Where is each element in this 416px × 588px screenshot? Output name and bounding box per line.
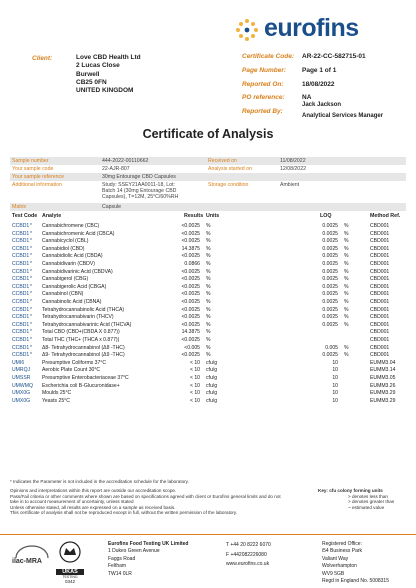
certificate-code-label: Certificate Code:	[242, 53, 295, 60]
row-result: < 10	[189, 390, 200, 397]
note-line: Opinions and interpretations within this report are outside our accreditation scope.	[10, 488, 177, 493]
row-result: <0.005	[184, 344, 200, 351]
ilac-mra-icon	[12, 544, 52, 570]
page-number: Page 1 of 1	[302, 66, 337, 74]
table-row	[10, 252, 406, 260]
col-results: Results	[184, 213, 204, 219]
flag-note: * Indicates the Parameter is not included in the accreditation schedule for the laboratory.	[10, 479, 189, 484]
row-test-code: CCBD1	[12, 253, 30, 260]
row-result: <0.0025	[181, 314, 200, 321]
row-loq: 10	[332, 382, 338, 389]
row-result: < 10	[189, 382, 200, 389]
row-result: 14.3875	[181, 329, 200, 336]
row-unit: %	[206, 276, 211, 283]
footer-company-block	[108, 541, 188, 578]
row-test-code: CCBD1	[12, 337, 30, 343]
col-loq: LOQ	[320, 213, 332, 219]
client-line: 2 Lucas Close	[76, 62, 120, 70]
table-row	[10, 351, 406, 359]
po-reference: NA	[302, 94, 312, 102]
row-method: EUMM3.29	[370, 390, 396, 397]
note-line: Unless otherwise stated, all results are expressed on a sample as received basis.	[10, 504, 176, 510]
table-row	[10, 328, 406, 336]
received-value: 11/08/2022	[280, 158, 306, 164]
table-row	[10, 313, 406, 321]
client-line: Love CBD Health Ltd	[76, 54, 141, 61]
row-unit: %	[206, 337, 211, 343]
row-analyte: Δ8- Tetrahydrocannabinol (Δ8 -THC)	[42, 344, 125, 351]
key-title: Key: cfu colony forming units	[318, 488, 383, 493]
row-loq: 0.0025	[322, 321, 338, 328]
report-meta-values	[302, 50, 366, 105]
row-flag: *	[30, 306, 32, 313]
table-row	[10, 275, 406, 283]
row-flag: *	[30, 230, 32, 237]
row-method: CBD001	[370, 291, 390, 298]
row-loq-unit: %	[344, 314, 349, 321]
logo-text: eurofins	[264, 14, 359, 42]
table-row	[10, 344, 406, 352]
row-unit: %	[206, 268, 211, 275]
row-loq-unit: %	[344, 306, 349, 313]
row-loq-unit: %	[344, 352, 349, 359]
footer-company: Eurofins Food Testing UK Limited	[108, 541, 189, 547]
row-loq: 0.0025	[322, 268, 338, 275]
key-line: > denotes greater than	[348, 499, 395, 505]
table-row	[10, 230, 406, 238]
col-analyte: Analyte	[42, 213, 62, 219]
row-test-code: CCBD1	[12, 276, 30, 283]
reported-on-label: Reported On:	[242, 80, 284, 88]
row-analyte: Presumptive Coliforms 37°C	[42, 359, 107, 366]
ilac-mra-logo	[12, 544, 52, 570]
row-flag: *	[30, 321, 32, 328]
row-unit: %	[206, 306, 211, 313]
table-row	[10, 336, 406, 344]
footer-phone: T +44 20 8222 6070	[226, 542, 271, 548]
reported-by	[302, 100, 383, 122]
row-analyte: Moulds 25°C	[42, 390, 72, 397]
row-method: CBD001	[370, 337, 390, 343]
footer-reg-line: Valiant Way	[322, 555, 349, 562]
table-row	[10, 245, 406, 253]
row-unit: %	[206, 314, 211, 321]
row-test-code: CCBD1	[12, 321, 30, 328]
row-method: CBD001	[370, 344, 390, 351]
row-test-code: CCBD1	[12, 223, 30, 229]
report-meta-labels	[242, 50, 294, 119]
sample-number-label: Sample number	[12, 158, 49, 164]
row-test-code: CCBD1	[12, 314, 30, 321]
col-method: Method Ref.	[370, 213, 401, 219]
row-loq: 0.0025	[322, 291, 338, 298]
row-result: <0.0025	[181, 299, 200, 305]
row-loq-unit: %	[344, 223, 349, 229]
row-method: EUMM3.05	[370, 375, 396, 381]
note-line: This certificate of analysis shall not be reproduced except in full, without the written permission of the laboratory.	[10, 510, 238, 516]
row-analyte: Tetrahydrocannabivarinic Acid (THCVA)	[42, 321, 132, 328]
row-analyte: Tetrahydrocannabivarin (THCV)	[42, 314, 114, 321]
table-row	[10, 222, 406, 230]
key-block	[318, 488, 394, 510]
row-loq: 0.0025	[322, 238, 338, 245]
sample-number: 444-2022-00110662	[102, 158, 149, 164]
storage-label: Storage condition	[208, 182, 249, 188]
table-row	[10, 260, 406, 268]
row-unit: %	[206, 299, 211, 305]
row-result: <0.0025	[181, 268, 200, 275]
row-analyte: Cannabinol (CBN)	[42, 291, 84, 298]
row-result: 0.0866	[184, 261, 200, 267]
row-loq: 0.0025	[322, 276, 338, 283]
row-result: <0.0025	[181, 283, 200, 290]
row-method: CBD001	[370, 223, 390, 229]
row-analyte: Cannabidiolic Acid (CBDA)	[42, 253, 103, 260]
ukas-text: UKAS	[56, 569, 84, 575]
footer-divider	[0, 534, 416, 535]
row-analyte: Total THC (THC+ (THCA x 0.877))	[42, 337, 120, 343]
row-result: < 10	[189, 367, 200, 374]
row-loq-unit: %	[344, 321, 349, 328]
footer-reg-line: i54 Business Park	[322, 548, 363, 555]
storage-value: Ambient	[280, 182, 300, 188]
row-method: EUMM3.14	[370, 367, 396, 374]
row-flag: *	[30, 314, 32, 321]
row-method: CBD001	[370, 230, 390, 237]
row-unit: %	[206, 352, 211, 359]
matrix-label: Matrix	[12, 204, 27, 210]
row-unit: %	[206, 261, 211, 267]
row-analyte: Cannabinolic Acid (CBNA)	[42, 299, 102, 305]
ukas-crown-icon	[56, 540, 84, 564]
row-loq: 0.0025	[322, 306, 338, 313]
row-test-code: CCBD1	[12, 245, 30, 252]
footer-address-line: TW14 0LR	[108, 570, 132, 577]
sample-code: 22-AJR-807	[102, 166, 130, 172]
ukas-sub: TESTING	[62, 575, 78, 579]
row-method: CBD001	[370, 268, 390, 275]
row-unit: cfu/g	[206, 390, 218, 397]
ukas-number: 0342	[64, 579, 75, 584]
row-method: CBD001	[370, 352, 390, 359]
po-reference-label: PO reference:	[242, 94, 285, 102]
table-row	[10, 321, 406, 329]
row-flag: *	[30, 352, 32, 359]
row-flag: *	[30, 291, 32, 298]
row-loq: 0.0025	[322, 299, 338, 305]
row-loq-unit: %	[344, 299, 349, 305]
row-method: CBD001	[370, 261, 390, 267]
row-analyte: Escherichia coli B-Glucuronidase+	[42, 382, 120, 389]
row-loq: 10	[332, 390, 338, 397]
row-unit: %	[206, 253, 211, 260]
footer-contact-block	[226, 541, 271, 570]
eurofins-logo	[234, 14, 404, 44]
table-row	[10, 290, 406, 298]
row-result: < 10	[189, 397, 200, 404]
sample-row	[10, 165, 406, 173]
note-line: Pass/Fail criteria or other comments where shown are based on specifications agreed with client or Eurofins general limits and do not	[10, 493, 281, 499]
row-method: CBD001	[370, 253, 390, 260]
row-method: CBD001	[370, 314, 390, 321]
row-result: <0.0025	[181, 230, 200, 237]
table-row	[10, 306, 406, 314]
row-loq: 0.0025	[322, 283, 338, 290]
row-analyte: Cannabidivarinic Acid (CBDVA)	[42, 268, 113, 275]
row-test-code: UMSSR	[12, 375, 31, 381]
row-test-code: CCBD1	[12, 299, 30, 305]
analysis-started: 12/08/2022	[280, 166, 306, 172]
row-method: CBD001	[370, 283, 390, 290]
reported-by-role: Analytical Services Manager	[302, 113, 384, 119]
client-line: UNITED KINGDOM	[76, 87, 134, 95]
row-flag: *	[30, 261, 32, 267]
row-method: CBD001	[370, 306, 390, 313]
sample-code-label: Your sample code	[12, 166, 54, 172]
row-method: CBD001	[370, 329, 390, 336]
table-row	[10, 382, 406, 390]
row-analyte: Cannabidiol (CBD)	[42, 245, 85, 252]
row-flag: *	[30, 337, 32, 343]
row-test-code: CCBD1	[12, 230, 30, 237]
row-unit: %	[206, 223, 211, 229]
row-result: <0.0025	[181, 337, 200, 343]
additional-info-3: Capsules), T=12M, 25°C/60%RH	[102, 194, 179, 200]
row-analyte: Tetrahydrocannabinolic Acid (THCA)	[42, 306, 125, 313]
row-loq: 0.0025	[322, 230, 338, 237]
row-result: <0.0025	[181, 276, 200, 283]
row-method: CBD001	[370, 321, 390, 328]
additional-info-2: Batch 14 (30mg Entourage CBD	[102, 188, 177, 194]
received-label: Received on	[208, 158, 237, 164]
row-result: <0.0025	[181, 352, 200, 359]
row-test-code: CCBD1	[12, 261, 30, 267]
row-test-code: CCBD1	[12, 306, 30, 313]
row-result: 14.3875	[181, 245, 200, 252]
reported-by-name: Jack Jackson	[302, 102, 342, 108]
row-unit: %	[206, 245, 211, 252]
footer-registered-block	[322, 541, 389, 585]
row-analyte: Cannabicyclol (CBL)	[42, 238, 89, 245]
row-analyte: Δ9- Tetrahydrocannabinol (Δ9 -THC)	[42, 352, 125, 359]
row-test-code: CCBD1	[12, 238, 30, 245]
row-flag: *	[30, 223, 32, 229]
row-unit: cfu/g	[206, 367, 218, 374]
row-analyte: Aerobic Plate Count 30°C	[42, 367, 101, 374]
row-flag: *	[30, 245, 32, 252]
row-flag: *	[30, 344, 32, 351]
table-row	[10, 366, 406, 374]
row-loq-unit: %	[344, 245, 349, 252]
ilac-text: ilac-MRA	[12, 558, 42, 565]
row-loq-unit: %	[344, 291, 349, 298]
row-method: EUMM3.29	[370, 397, 396, 404]
client-label: Client:	[32, 55, 53, 62]
row-unit: cfu/g	[206, 382, 218, 389]
sample-row	[10, 203, 406, 211]
row-unit: cfu/g	[206, 397, 218, 404]
col-test-code: Test Code	[12, 213, 38, 219]
analysis-started-label: Analysis started on	[208, 166, 252, 172]
row-test-code: CCBD1	[12, 329, 30, 336]
row-unit: %	[206, 329, 211, 336]
row-loq: 10	[332, 359, 338, 366]
row-test-code: CCBD1	[12, 352, 30, 359]
row-unit: %	[206, 283, 211, 290]
row-flag: *	[30, 238, 32, 245]
row-loq: 0.0025	[322, 314, 338, 321]
row-loq-unit: %	[344, 238, 349, 245]
footer-address-line: Faggs Road	[108, 555, 136, 562]
row-flag: *	[30, 329, 32, 336]
row-loq-unit: %	[344, 344, 349, 351]
row-flag: *	[30, 299, 32, 305]
row-loq-unit: %	[344, 268, 349, 275]
row-test-code: CCBD1	[12, 291, 30, 298]
page-number-label: Page Number:	[242, 66, 287, 74]
row-result: <0.0025	[181, 238, 200, 245]
reported-on: 18/08/2022	[302, 80, 335, 88]
certificate-code: AR-22-CC-582715-01	[302, 53, 366, 60]
table-row	[10, 359, 406, 367]
row-test-code: CCBD1	[12, 344, 30, 351]
row-analyte: Cannabidivarin (CBDV)	[42, 261, 95, 267]
additional-info-1: Study: SSEY21AA0011-18, Lot:	[102, 182, 175, 188]
matrix-value: Capsule	[102, 204, 122, 210]
row-loq: 0.005	[325, 344, 338, 351]
row-loq-unit: %	[344, 276, 349, 283]
row-loq: 10	[332, 375, 338, 381]
footer-address-line: 1 Dukes Green Avenue	[108, 548, 160, 555]
table-row	[10, 298, 406, 306]
page-title: Certificate of Analysis	[142, 127, 274, 141]
row-analyte: Cannabigerolic Acid (CBGA)	[42, 283, 107, 290]
row-loq: 10	[332, 367, 338, 374]
row-loq-unit: %	[344, 261, 349, 267]
table-row	[10, 397, 406, 405]
table-row	[10, 283, 406, 291]
sample-reference: 30mg Entourage CBD Capsules	[102, 174, 176, 180]
row-analyte: Cannabichromenic Acid (CBCA)	[42, 230, 115, 237]
note-line: take in to account measurement of uncertainty, unless stated	[10, 499, 134, 505]
row-method: EUMM3.26	[370, 382, 396, 389]
ukas-logo	[56, 540, 84, 582]
table-row	[10, 389, 406, 397]
row-test-code: UMX0G	[12, 397, 31, 404]
row-result: <0.0025	[181, 321, 200, 328]
sample-row	[10, 181, 406, 205]
row-method: EUMM3.04	[370, 359, 396, 366]
eurofins-dots-icon	[234, 18, 260, 42]
row-test-code: CCBD1	[12, 283, 30, 290]
row-test-code: UMX0G	[12, 390, 31, 397]
results-table-header	[10, 213, 406, 221]
footer-reg-line: Wolverhampton	[322, 563, 357, 570]
row-loq: 0.0025	[322, 261, 338, 267]
key-line: ~ estimated value	[348, 504, 385, 510]
row-result: <0.0025	[181, 291, 200, 298]
notes-block	[10, 488, 281, 516]
table-row	[10, 237, 406, 245]
table-row	[10, 268, 406, 276]
row-test-code: UMI6	[12, 359, 25, 366]
footer-web[interactable]: www.eurofins.co.uk	[226, 561, 270, 567]
row-loq: 0.0025	[322, 245, 338, 252]
row-flag: *	[30, 283, 32, 290]
footer-reg-line: Regd in England No. 5008315	[322, 578, 389, 585]
row-unit: cfu/g	[206, 359, 218, 366]
row-loq: 0.0025	[322, 352, 338, 359]
client-line: Burwell	[76, 70, 100, 78]
row-flag: *	[30, 276, 32, 283]
row-loq: 0.0025	[322, 223, 338, 229]
row-loq-unit: %	[344, 253, 349, 260]
row-result: <0.0025	[181, 223, 200, 229]
row-loq-unit: %	[344, 230, 349, 237]
footer-address-line: Feltham	[108, 563, 127, 570]
row-unit: cfu/g	[206, 375, 218, 381]
row-method: CBD001	[370, 238, 390, 245]
client-line: CB25 0FN	[76, 78, 107, 86]
sample-row	[10, 173, 406, 181]
footer-fax: F +442082226080	[226, 551, 267, 558]
row-analyte: Yeasts 25°C	[42, 397, 70, 404]
row-result: < 10	[189, 359, 200, 366]
reported-by-label: Reported By:	[242, 108, 283, 116]
row-method: CBD001	[370, 245, 390, 252]
footer-reg-title: Registered Office:	[322, 541, 362, 547]
row-unit: %	[206, 321, 211, 328]
row-result: <0.0025	[181, 306, 200, 313]
row-method: CBD001	[370, 276, 390, 283]
row-test-code: CCBD1	[12, 268, 30, 275]
row-unit: %	[206, 344, 211, 351]
row-result: < 10	[189, 375, 200, 381]
row-analyte: Cannabichromene (CBC)	[42, 223, 100, 229]
row-analyte: Presumptive Enterobacteriaceae 37°C	[42, 375, 129, 381]
row-unit: %	[206, 230, 211, 237]
footer-reg-line: WV9 5GB	[322, 570, 345, 577]
row-method: CBD001	[370, 299, 390, 305]
row-flag: *	[30, 268, 32, 275]
row-analyte: Cannabigerol (CBG)	[42, 276, 89, 283]
row-loq: 0.0025	[322, 253, 338, 260]
row-flag: *	[30, 253, 32, 260]
row-loq-unit: %	[344, 283, 349, 290]
sample-reference-label: Your sample reference	[12, 174, 65, 180]
row-loq: 10	[332, 397, 338, 404]
row-unit: %	[206, 238, 211, 245]
col-units: Units	[206, 213, 220, 219]
row-test-code: UMWMQ	[12, 382, 33, 389]
row-unit: %	[206, 291, 211, 298]
row-result: <0.0025	[181, 253, 200, 260]
row-test-code: UMRQJ	[12, 367, 31, 374]
table-row	[10, 374, 406, 382]
row-analyte: Total CBD (CBD+(CBDA X 0.877))	[42, 329, 120, 336]
client-address	[76, 54, 141, 95]
additional-info-label: Additional information	[12, 182, 62, 188]
key-line: > denotes less than	[348, 493, 388, 499]
sample-row	[10, 157, 406, 165]
